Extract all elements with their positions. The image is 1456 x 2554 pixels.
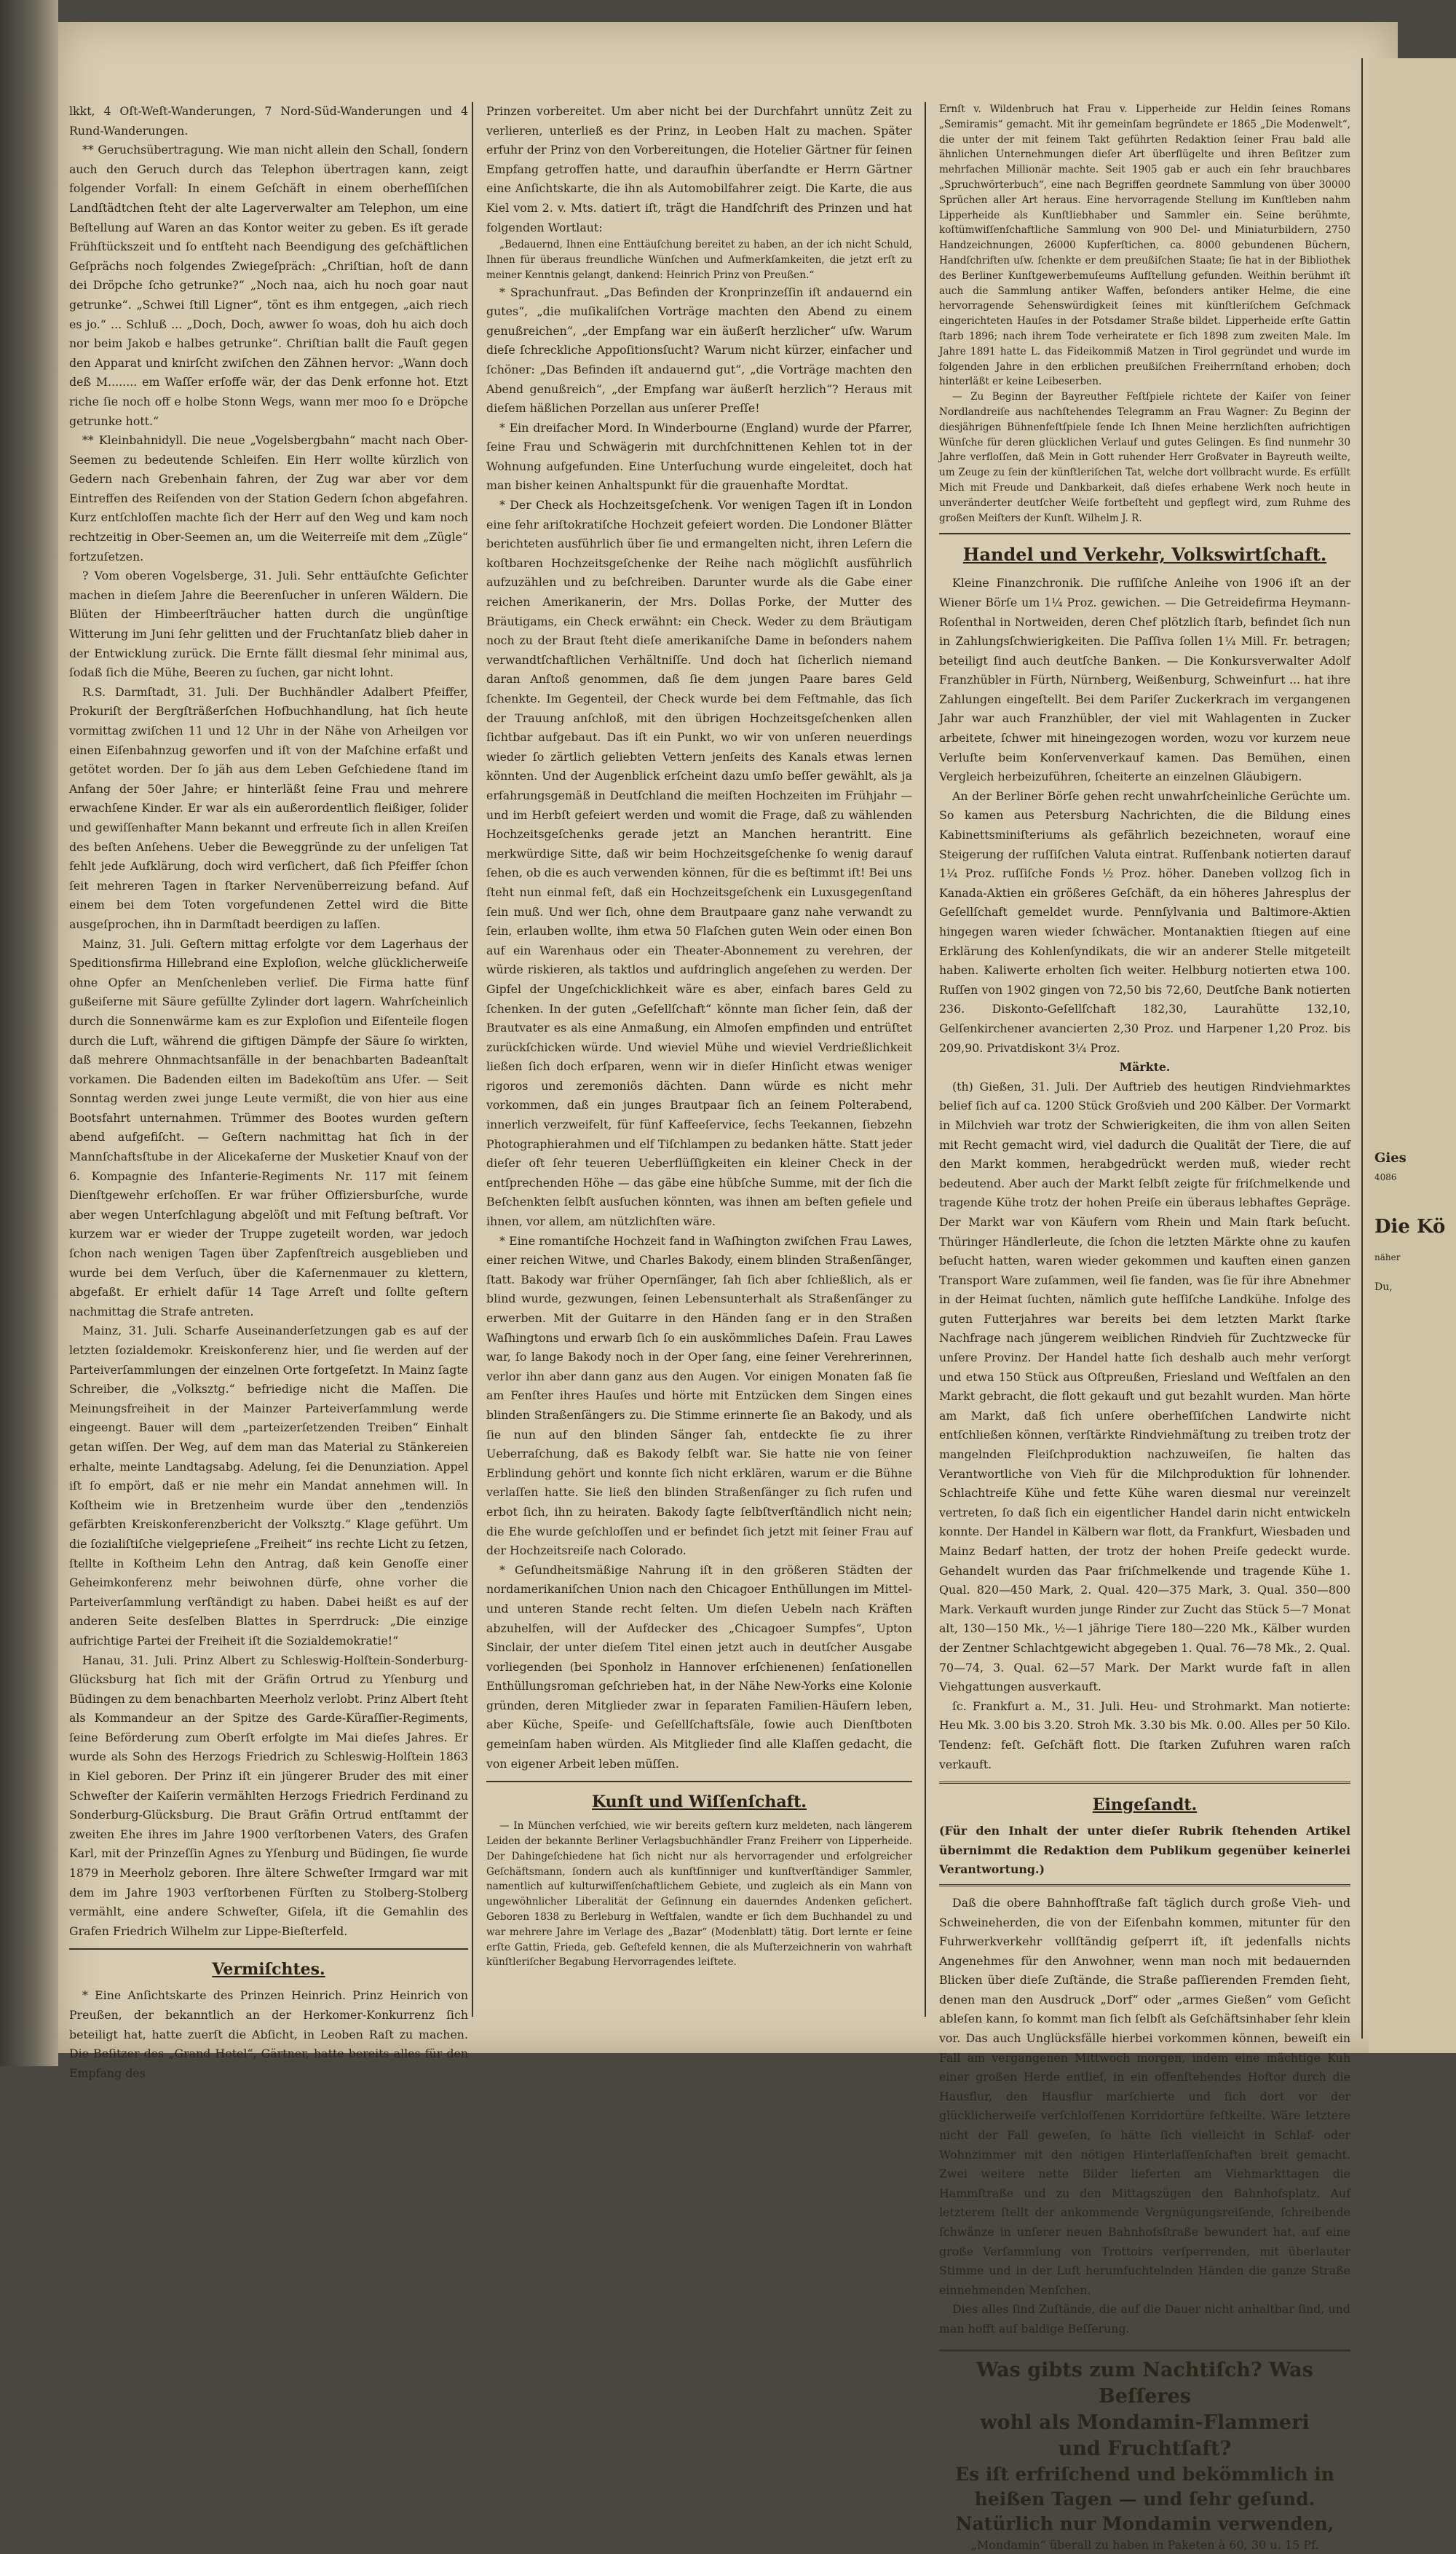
article-paragraph: * Geſundheitsmäßige Nahrung iſt in den größeren Städten der nordamerikaniſchen Union nach den Chicagoer Enthüllungen im Mittel- und unteren Stande recht ſelten. Um dieſen Uebeln nach Kräften abzuhelfen, will der Aufdecker des „Chicagoer Sumpfes“, Upton Sinclair, der unter dieſem Titel einen jetzt auch in deutſcher Ausgabe vorliegenden (bei Sponholz in Hannover erſchienenen) ſenſationellen Enthüllungsroman geſchrieben hat, in der Nähe New-Yorks eine Kolonie gründen, deren Mitglieder zwar in ſeparaten Familien-Häuſern leben, aber Küche, Speiſe- und Geſellſchaftsſäle, ſowie auch Dienſtboten gemeinſam haben würden. Als Mitglieder ſind alle Klaſſen gedacht, die von eigener Arbeit leben müſſen. — [486, 1562, 912, 1771]
section-heading-kunst: Kunſt und Wiſſenſchaft. — [592, 1792, 807, 1812]
article-paragraph: R.S. Darmſtadt, 31. Juli. Der Buchhändler Adalbert Pfeiffer, Prokuriſt der Bergſträßerſchen Hofbuchhandlung, hat ſich heute vormittag zwiſchen 11 und 12 Uhr in der Nähe von Arheilgen vor einen Eiſenbahnzug geworfen und iſt von der Maſchine erfaßt und getötet worden. Der ſo jäh aus dem Leben Geſchiedene ſtand im Anfang der 50er Jahre; er hinterläßt ſeine Frau und mehrere erwachſene Kinder. Er war als ein außerordentlich fleißiger, ſolider und gewiſſenhafter Mann bekannt und erfreute ſich in allen Kreiſen des beſten Anſehens. Ueber die Beweggründe zu der unſeligen Tat fehlt jede Aufklärung, doch wird verſichert, daß ſich Pfeiffer ſchon ſeit mehreren Tagen in ſtarker Nervenüberreizung befand. Auf einem bei dem Toten vorgefundenen Zettel wird die Bitte ausgeſprochen, ihn in Darmſtadt beerdigen zu laſſen. — [69, 684, 468, 931]
article-paragraph: lkkt, 4 Oſt-Weſt-Wanderungen, 7 Nord-Süd-Wanderungen und 4 Rund-Wanderungen. — [69, 104, 468, 138]
ad-line: wohl als Mondamin-Flammeri — [980, 2411, 1310, 2434]
ad-line: und Fruchtſaft? — [1058, 2437, 1232, 2460]
adjacent-page-strip — [1369, 58, 1456, 2053]
section-heading-eingesandt: Eingeſandt. — [1092, 1795, 1198, 1815]
article-paragraph: Mainz, 31. Juli. Geſtern mittag erfolgte vor dem Lagerhaus der Speditionsfirma Hillebrand eine Exploſion, welche glücklicherweiſe ohne Opfer an Menſchenleben verlief. Die Firma hatte fünf gußeiſerne mit Säure gefüllte Zylinder dort lagern. Wahrſcheinlich durch die Sonnenwärme kam es zur Exploſion und Eiſenteile flogen durch die Luft, während die giftigen Dämpfe der Säure ſo wirkten, daß mehrere Ohnmachtsanfälle in der benachbarten Badeanſtalt vorkamen. Die Badenden eilten im Badekoſtüm ans Ufer. — Seit Sonntag werden zwei junge Leute vermißt, die von hier aus eine Bootsfahrt unternahmen. Trümmer des Bootes wurden geſtern abend aufgefiſcht. — Geſtern nachmittag hat ſich in der Mannſchaftsſtube in der Alicekaſerne der Musketier Knauf von der 6. Kompagnie des Infanterie-Regiments Nr. 117 mit ſeinem Dienſtgewehr erſchoſſen. Er war früher Offiziersburſche, wurde aber wegen Unterſchlagung abgelöſt und mit Feſtung beſtraft. Vor kurzem war er wieder der Truppe zugeteilt worden, war jedoch ſchon nach wenigen Tagen über Zapfenſtreich ausgeblieben und wurde bei dem Verſuch, über die Kaſernenmauer zu klettern, abgefaßt. Er erhielt dafür 14 Tage Arreſt und ſollte geſtern nachmittag die Strafe antreten. — [69, 936, 468, 1318]
column-rule-1 — [472, 102, 473, 2017]
market-heading: Märkte. — [1119, 1060, 1171, 1075]
eingesandt-box — [939, 1782, 1350, 1886]
article-paragraph: ſc. Frankfurt a. M., 31. Juli. Heu- und Strohmarkt. Man notierte: Heu Mk. 3.00 bis 3.20. Stroh Mk. 3.30 bis Mk. 0.00. Alles per 50 Kilo. Tendenz: feſt. Geſchäft flott. Die ſtarken Zufuhren waren raſch verkauft. — [939, 1699, 1350, 1771]
article-paragraph: Daß die obere Bahnhofſtraße faſt täglich durch große Vieh- und Schweineherden, die von der Eiſenbahn kommen, mitunter für den Fuhrwerkverkehr vollſtändig geſperrt iſt, iſt jedenfalls nichts Angenehmes für den Anwohner, wenn man noch mit bedauernden Blicken über dieſe Zuſtände, die Straße paſſierenden Fremden ſieht, denen man den Ausdruck „Dorf“ oder „armes Gießen“ vom Geſicht ableſen kann, ſo kommt man ſich ſelbſt als Geſchäftsinhaber ſehr klein vor. Das auch Unglücksfälle hierbei vorkommen können, beweiſt ein Fall am vergangenen Mittwoch morgen, indem eine mächtige Kuh einer großen Herde entlief, in ein offenſtehendes Hoftor durch die Hausflur, den Hausflur marſchierte und ſich dort vor der glücklicherweiſe verſchloſſenen Korridortüre feſtkeilte. Wäre letztere nicht der Fall geweſen, ſo hätte ſich vielleicht in Schlaf- oder Wohnzimmer mit den nötigen Hinterlaſſenſchaften breit gemacht. Zwei weitere nette Bilder lieferten am Viehmarkttagen die Hammſtraße und zu den Mittagszügen den Bahnhofsplatz. Auf letzterem ſtellt der ankommende Vergnügungsreiſende, ſchreibende ſchwänze in unſerer neuen Bahnhofsſtraße bewundert hat, auf eine große Verſammlung von Trottoirs verſperrenden, mit überlauter Stimme und in der Luft herumfuchtelnden Händen die ganze Straße einnehmenden Menſchen. — [939, 1895, 1350, 2297]
article-paragraph: Prinzen vorbereitet. Um aber nicht bei der Durchfahrt unnütz Zeit zu verlieren, unterließ es der Prinz, in Leoben Halt zu machen. Später erfuhr der Prinz von den Vorbereitungen, die Hotelier Gärtner für ſeinen Empfang getroffen hatte, und daraufhin überſandte er Herrn Gärtner eine Anſichtskarte, die ihn als Automobilfahrer zeigt. Die Karte, die aus Kiel vom 2. v. Mts. datiert iſt, trägt die Handſchrift des Prinzen und hat folgenden Wortlaut: — [486, 104, 912, 234]
article-paragraph: — In München verſchied, wie wir bereits geſtern kurz meldeten, nach längerem Leiden der bekannte Berliner Verlagsbuchhändler Franz Freiherr von Lipperheide. Der Dahingeſchiedene hat ſich nicht nur als hervorragender und erfolgreicher Geſchäftsmann, ſondern auch als kunſtſinniger und kunſtverſtändiger Sammler, namentlich auf kulturwiſſenſchaftlichem Gebiete, und zugleich als ein Mann von ungewöhnlicher Liberalität der Geſinnung ein dauerndes Andenken geſichert. Geboren 1838 zu Berleburg in Weſtfalen, wandte er ſich dem Buchhandel zu und war mehrere Jahre im Verlage des „Bazar“ (Modenblatt) tätig. Dort lernte er ſeine erſte Gattin, Frieda, geb. Geſtefeld kennen, die als Muſterzeichnerin von wahrhaft künſtleriſcher Begabung Hervorragendes leiſtete. — [486, 1820, 912, 1969]
quoted-postcard-text: „Bedauernd, Ihnen eine Enttäuſchung bereitet zu haben, an der ich nicht Schuld, Ihnen für überaus freundliche Wünſchen und Aufmerkſamkeiten, die jetzt erſt zu meiner Kenntnis gelangt, dankend: Heinrich Prinz von Preußen.“ — [486, 239, 912, 281]
ad-line: heißen Tagen — und ſehr geſund. — [974, 2488, 1315, 2510]
article-paragraph: * Sprachunfraut. „Das Befinden der Kronprinzeſſin iſt andauernd ein gutes“, „die muſikaliſchen Vorträge machten den Abend zu einem genußreichen“, „der Empfang war ein äußerſt herzlicher“ uſw. Warum dieſe ſchreckliche Appoſitionsſucht? Warum nicht kürzer, einfacher und ſchöner: „Das Befinden iſt andauernd gut“, „die Vorträge machten den Abend genußreich“, „der Empfang war äußerſt herzlich“? Heraus mit dieſem häßlichen Porzellan aus unſerer Preſſe! — [486, 285, 912, 416]
section-heading-handel: Handel und Verkehr, Volkswirtſchaft. — [962, 544, 1327, 566]
ad-line: Was gibts zum Nachtiſch? Was Beſſeres — [976, 2358, 1313, 2408]
adjacent-fragment: 4086 — [1374, 1172, 1397, 1182]
article-paragraph: (th) Gießen, 31. Juli. Der Auftrieb des heutigen Rindviehmarktes belief ſich auf ca. 1200 Stück Großvieh und 200 Kälber. Der Vormarkt in Milchvieh war trotz der Schwierigkeiten, die ihm von allen Seiten mit Recht gemacht wird, viel dadurch die Qualität der Tiere, die auf den Markt kommen, herabgedrückt werden muß, wieder recht bedeutend. Aber auch der Markt ſelbſt zeigte für friſchmelkende und tragende Kühe trotz der hohen Preiſe ein überaus lebhaftes Gepräge. Der Markt war von Käufern vom Rhein und Main ſtark beſucht. Thüringer Händlerleute, die ſchon die letzten Märkte ohne zu kaufen beſucht hatten, waren wieder gekommen und kauften einen ganzen Transport Ware zuſammen, weil ſie fanden, was ſie für ihre Abnehmer in der Heimat ſuchten, nämlich gute heſſiſche Landkühe. Infolge des guten Futterjahres war bereits bei dem letzten Markt ſtarke Nachfrage nach jüngerem weiblichen Rindvieh für Zuchtzwecke für unſere Provinz. Der Handel hatte ſich deshalb auch mehr verſorgt und etwa 150 Stück aus Oſtpreußen, Friesland und Weſtfalen an den Markt gebracht, die flott gekauft und gut bezahlt wurden. Man hörte am Markt, daß ſich unſere oberheſſiſchen Landwirte nicht entſchließen können, verſtärkte Rindviehmäſtung zu treiben trotz der mangelnden Fleiſchproduktion nachzuweiſen, ſie halten das Verantwortliche von Vieh für die Milchproduktion für lohnender. Schlachtreife Kühe und fette Kühe waren diesmal nur vereinzelt vertreten, ſo daß ſich ein eigentlicher Handel darin nicht entwickeln konnte. Der Handel in Kälbern war flott, da Frankfurt, Wiesbaden und Mainz Bedarf hatten, der trotz der hohen Preiſe gedeckt wurde. Gehandelt wurden das Paar friſchmelkende und tragende Kühe 1. Qual. 820—450 Mark, 2. Qual. 420—375 Mark, 3. Qual. 350—800 Mark. Verkauft wurden junge Rinder zur Zucht das Stück 5—7 Monat alt, 130—150 Mk., ½—1 jährige Tiere 180—220 Mk., Kälber wurden der Zentner Schlachtgewicht abgegeben 1. Qual. 76—78 Mk., 2. Qual. 70—74, 3. Qual. 62—57 Mark. Der Markt wurde faſt in allen Viehgattungen ausverkauft. — [939, 1079, 1350, 1694]
article-paragraph: * Ein dreifacher Mord. In Winderbourne (England) wurde der Pfarrer, ſeine Frau und Schwägerin mit durchſchnittenen Kehlen tot in der Wohnung aufgefunden. Eine Unterſuchung wurde eingeleitet, doch hat man bisher keinen Anhaltspunkt für die grauenhafte Mordtat. — [486, 420, 912, 493]
adjacent-fragment: Gies — [1374, 1150, 1406, 1166]
article-paragraph: Ernſt v. Wildenbruch hat Frau v. Lipperheide zur Heldin ſeines Romans „Semiramis“ gemacht. Mit ihr gemeinſam begründete er 1865 „Die Modenwelt“, die unter der mit feinem Takt geführten Redaktion ſeiner Frau bald alle ähnlichen Unternehmungen dieſer Art überflügelte und ihren Beſitzer zum mehrfachen Millionär machte. Seit 1905 gab er auch ein ſehr brauchbares „Spruchwörterbuch“, eine nach Begriffen geordnete Sammlung von über 30000 Sprüchen aller Art heraus. Eine hervorragende Stellung im Kunſtleben nahm Lipperheide als Kunſtliebhaber und Sammler ein. Seine berühmte, koſtümwiſſenſchaftliche Sammlung von 900 Del- und Miniaturbildern, 2750 Handzeichnungen, 26000 Kupferſtichen, ca. 8000 gebundenen Büchern, Handſchriften uſw. ſchenkte er dem preußiſchen Staate; ſie hat in der Bibliothek des Berliner Kunſtgewerbemuſeums Aufſtellung gefunden. Weithin berühmt iſt auch die Sammlung antiker Waffen, beſonders antiker Helme, die eine hervorragende Sehenswürdigkeit ſeines mit künſtleriſchem Geſchmack eingerichteten Hauſes in der Potsdamer Straße bildet. Lipperheide erſte Gattin ſtarb 1896; nach ihrem Tode verheiratete er ſich 1898 zum zweiten Male. Im Jahre 1891 hatte L. das Fideikommiß Matzen in Tirol gegründet und wurde im folgenden Jahre in den erblichen preußiſchen Freiherrnſtand erhoben; doch hinterläßt er keine Leibeserben. — [939, 103, 1350, 388]
article-paragraph: Mainz, 31. Juli. Scharfe Auseinanderſetzungen gab es auf der letzten ſozialdemokr. Kreiskonferenz hier, und ſie werden auf der Parteiverſammlungen der einzelnen Orte fortgeſetzt. In Mainz ſagte Schreiber, die „Volksztg.“ befriedige nicht die Maſſen. Die Meinungsfreiheit in der Mainzer Parteiverſammlung werde eingeengt. Bauer will dem „parteizerſetzenden Treiben“ Einhalt getan wiſſen. Der Weg, auf dem man das Material zu Stänkereien erhalte, meinte Landtagsabg. Adelung, ſei die Denunziation. Appel iſt ſo empört, daß er nie mehr ein Mandat annehmen will. In Koſtheim wie in Bretzenheim wurde über den „tendenziös gefärbten Kreiskonferenzbericht der Volksztg.“ Klage geführt. Um die ſozialiſtiſche vielgeprieſene „Freiheit“ ins rechte Licht zu ſetzen, ſtellte in Koſtheim Lehn den Antrag, daß kein Genoſſe einer Geheimkonferenz mehr beiwohnen dürfe, ohne vorher die Parteiverſammlung verſtändigt zu haben. Dabei heißt es auf der anderen Seite desſelben Blattes in Sperrdruck: „Die einzige aufrichtige Partei der Freiheit iſt die Sozialdemokratie!“ — [69, 1324, 468, 1648]
article-paragraph: * Eine romantiſche Hochzeit fand in Waſhington zwiſchen Frau Lawes, einer reichen Witwe, und Charles Bakody, einem blinden Straßenſänger, ſtatt. Bakody war früher Opernſänger, ſah ſich aber ſchließlich, als er blind wurde, gezwungen, ſeinen Lebensunterhalt als Straßenſänger zu erwerben. Mit der Guitarre in den Händen ſang er in den Straßen Waſhingtons und erwarb ſich ſo ein auskömmliches Daſein. Frau Lawes war, ſo lange Bakody noch in der Oper ſang, eine ſeiner Verehrerinnen, verlor ihn aber dann ganz aus den Augen. Vor einigen Monaten ſaß ſie am Fenſter ihres Hauſes und hörte mit Entzücken dem Singen eines blinden Straßenſängers zu. Die Stimme erinnerte ſie an Bakody, und als ſie nun auf den blinden Sänger ſah, entdeckte ſie zu ihrer Ueberraſchung, daß es Bakody ſelbſt war. Sie hatte nie von ſeiner Erblindung gehört und konnte ſich nicht erklären, warum er die Bühne verlaſſen hatte. Sie ließ den blinden Straßenſänger zu ſich rufen und erbot ſich, ihn zu heiraten. Bakody ſagte ſelbſtverſtändlich nicht nein; die Ehe wurde geſchloſſen und er befindet ſich jetzt mit ſeiner Frau auf der Hochzeitsreiſe nach Colorado. — [486, 1233, 912, 1558]
ad-line: Natürlich nur Mondamin verwenden, — [955, 2513, 1334, 2534]
column-2 — [486, 102, 912, 2024]
ad-line: Es iſt erfriſchend und bekömmlich in — [955, 2463, 1334, 2485]
adjacent-fragment: Die Kö — [1374, 1216, 1446, 1238]
adjacent-fragment: Du, — [1374, 1281, 1393, 1293]
article-paragraph: — Zu Beginn der Bayreuther Feſtſpiele richtete der Kaiſer von ſeiner Nordlandreiſe aus nachſtehendes Telegramm an Frau Wagner: Zu Beginn der diesjährigen Bühnenfeſtſpiele ſende Ich Ihnen Meine herzlichſten aufrichtigen Wünſche für deren glücklichen Verlauf und gutes Gelingen. Es ſind nunmehr 30 Jahre verfloſſen, daß Mein in Gott ruhender Herr Großvater in Bayreuth weilte, um Zeuge zu ſein der künſtleriſchen Tat, welche dort vollbracht wurde. Es erfüllt Mich mit Freude und Dankbarkeit, daß dieſes erhabene Werk noch heute in unveränderter deutſcher Weiſe fortbeſteht und gepflegt wird, zum Ruhme des großen Meiſters der Kunſt. Wilhelm J. R. — [939, 391, 1350, 524]
article-paragraph: An der Berliner Börſe gehen recht unwahrſcheinliche Gerüchte um. So kamen aus Petersburg Nachrichten, die die Bildung eines Kabinettsminiſteriums als gefährlich bezeichneten, worauf eine Steigerung der ruſſiſchen Valuta eintrat. Ruſſenbank notierten darauf 1¼ Proz. ruſſiſche Fonds ½ Proz. höher. Daneben vollzog ſich in Kanada-Aktien ein größeres Geſchäft, da ein höheres Jahresplus der Geſellſchaft gemeldet wurde. Pennſylvania und Baltimore-Aktien hingegen waren wieder ſchwächer. Montanaktien ſtiegen auf eine Erklärung des Kohlenſyndikats, die wir an anderer Stelle mitgeteilt haben. Kaliwerte erholten ſich weiter. Helbburg notierten etwa 100. Ruſſen von 1902 gingen von 72,50 bis 72,60, Deutſche Bank notierten 236. Diskonto-Geſellſchaft 182,30, Laurahütte 132,10, Gelſenkirchener avancierten 2,30 Proz. und Harpener 1,20 Proz. bis 209,90. Privatdiskont 3¼ Proz. — [939, 788, 1350, 1055]
article-paragraph: ** Geruchsübertragung. Wie man nicht allein den Schall, ſondern auch den Geruch durch das Telephon übertragen kann, zeigt folgender Vorfall: In einem Geſchäft in einem oberheſſiſchen Landſtädtchen ſteht der alte Lagerverwalter am Telephon, um eine Beſtellung auf Waren an das Kontor weiter zu geben. Es iſt gerade Frühſtückszeit und ſo entſteht nach Beendigung des geſchäftlichen Geſprächs noch folgendes Zwiegeſpräch: „Chriſtian, hoſt de dann dei Dröpche ſcho getrunke?“ „Noch naa, aich hu noch goar naut getrunke“. „Schwei ſtill Ligner“, tönt es ihm entgegen, „aich riech es jo.“ ... Schluß ... „Doch, Doch, awwer ſo woas, doh hu aich doch nor beim Jakob e halbes getrunke“. Chriſtian ballt die Fauſt gegen den Apparat und knirſcht zwiſchen den Zähnen hervor: „Wann doch deß M........ em Waſſer erſoffe wär, der das Denk erfonne hot. Etzt riche ſie noch off e holbe Stonn Wegs, wann mer moo ſo e Dröpche getrunke hott.“ — [69, 143, 468, 428]
article-paragraph: ? Vom oberen Vogelsberge, 31. Juli. Sehr enttäuſchte Geſichter machen in dieſem Jahre die Beerenſucher in unſeren Wäldern. Die Blüten der Himbeerſträucher hatten durch die ungünſtige Witterung im Juni ſehr gelitten und der Fruchtanſatz blieb daher in der Entwicklung zurück. Die Ernte fällt diesmal ſehr minimal aus, ſodaß ſich die Mühe, Beeren zu ſuchen, gar nicht lohnt. — [69, 569, 468, 680]
article-paragraph: Kleine Finanzchronik. Die ruſſiſche Anleihe von 1906 iſt an der Wiener Börſe um 1¼ Proz. gewichen. — Die Getreidefirma Heymann-Roſenthal in Nortweiden, deren Chef plötzlich ſtarb, befindet ſich nun in Zahlungsſchwierigkeiten. Die Paſſiva ſollen 1¼ Mill. Fr. betragen; beteiligt ſind auch deutſche Banken. — Die Konkursverwalter Adolf Franzhübler in Fürth, Nürnberg, Weißenburg, Schweinfurt ... hat ihre Zahlungen eingeſtellt. Bei dem Pariſer Zuckerkrach im vergangenen Jahr war auch Franzhübler, der viel mit Wahlagenten in Zucker arbeitete, ſchwer mit hineingezogen worden, wozu vor kurzem neue Verluſte beim Konſervenverkauf kamen. Das Bemühen, einen Vergleich herbeizuführen, ſcheiterte an einzelnen Gläubigern. — [939, 576, 1350, 784]
book-binding-edge — [0, 0, 58, 2066]
article-paragraph: ** Kleinbahnidyll. Die neue „Vogelsbergbahn“ macht nach Ober-Seemen zu bedeutende Schleifen. Ein Herr wollte kürzlich von Gedern nach Grebenhain fahren, der Zug war aber vor dem Eintreffen des Reiſenden von der Station Gedern ſchon abgefahren. Kurz entſchloſſen machte ſich der Herr auf den Weg und kam noch rechtzeitig in Ober-Seemen an, um die Weiterreiſe mit dem „Zügle“ fortzuſetzen. — [69, 433, 468, 564]
column-1 — [69, 102, 468, 2080]
column-3 — [939, 102, 1350, 2552]
section-divider — [69, 1948, 468, 1950]
ad-line: „Mondamin“ überall zu haben in Paketen à 60, 30 u. 15 Pf. — [970, 2537, 1319, 2552]
column-rule-2 — [925, 102, 926, 2017]
mondamin-advertisement — [939, 2349, 1350, 2554]
article-paragraph: * Der Check als Hochzeitsgeſchenk. Vor wenigen Tagen iſt in London eine ſehr ariſtokratiſche Hochzeit gefeiert worden. Die Londoner Blätter berichteten ausführlich über ſie und ermangelten nicht, ihren Leſern die koſtbaren Hochzeitsgeſchenke der Reihe nach möglichſt ausführlich aufzuzählen und zu beſchreiben. Darunter wurde als die Gabe einer reichen Amerikanerin, der Mrs. Dollas Porke, der Mutter des Bräutigams, ein Check erwähnt: ein Check. Weder zu dem Bräutigam noch zu der Braut ſteht dieſe amerikaniſche Dame in beſonders nahem verwandtſchaftlichen Verhältniſſe. Und doch hat ſicherlich niemand daran Anſtoß genommen, daß ſie dem jungen Paare bares Geld ſchenkte. Im Gegenteil, der Check wurde bei dem Feſtmahle, das ſich der Trauung anſchloß, mit den übrigen Hochzeitsgeſchenken allen ſichtbar aufgebaut. Das iſt ein Punkt, wo wir von unſeren neuerdings wieder ſo zärtlich geliebten Vettern jenſeits des Kanals etwas lernen könnten. Und der Augenblick erſcheint dazu umſo beſſer gewählt, als ja erfahrungsgemäß in Deutſchland die meiſten Hochzeiten im Frühjahr — und im Herbſt gefeiert werden und womit die Frage, daß zu wählenden Hochzeitsgeſchenks gerade jetzt an Manchen herantritt. Eine merkwürdige Sitte, daß wir beim Hochzeitsgeſchenke ſo wenig darauf ſehen, ob die es auch verwenden können, für die es beſtimmt iſt! Bei uns ſteht nun einmal feſt, daß ein Hochzeitsgeſchenk ein Luxusgegenſtand ſein muß. Und wer ſich, ohne dem Brautpaare ganz nahe verwandt zu ſein, erlauben wollte, ihm etwa 50 Flaſchen guten Wein oder einen Bon auf ein Warenhaus oder ein Theater-Abonnement zu verehren, der würde riskieren, als taktlos und aufdringlich angeſehen zu werden. Der Gipfel der Ungeſchicklichkeit wäre es aber, einfach bares Geld zu ſchenken. In der guten „Geſellſchaft“ könnte man ſicher ſein, daß der Brautvater es als eine Anmaßung, ein Almoſen empfinden und entrüſtet zurückſchicken würde. Und wieviel Mühe und wieviel Verdrießlichkeit ließen ſich doch erſparen, wenn wir in dieſer Hinſicht etwas weniger rigoros und zeremoniös dächten. Dann würde es nicht mehr vorkommen, daß ein junges Brautpaar ſich an ſeinem Polterabend, innerlich verzweifelt, für fünf Kaffeeſervice, ſechs Teekannen, ſiebzehn Photographierahmen und elf Tiſchlampen zu bedanken hätte. Statt jeder dieſer oft ſehr teueren Ueberflüſſigkeiten ein kleiner Check in der entſprechenden Höhe — das gäbe eine hübſche Summe, mit der ſich die Beſchenkten ſelbſt ausſuchen könnten, was ihnen am beſten gefiele und ihnen, vor allem, am nützlichſten wäre. — [486, 498, 912, 1229]
disclaimer: (Für den Inhalt der unter dieſer Rubrik ſtehenden Artikel übernimmt die Redaktion dem Publikum gegenüber keinerlei Verantwortung.) — [939, 1824, 1350, 1877]
article-paragraph: Dies alles ſind Zuſtände, die auf die Dauer nicht anhaltbar ſind, und man hofft auf baldige Beſſerung. — [939, 2302, 1350, 2336]
section-divider — [939, 533, 1350, 534]
section-divider — [486, 1781, 912, 1782]
page-right-rule — [1361, 58, 1363, 2039]
article-paragraph: * Eine Anſichtskarte des Prinzen Heinrich. Prinz Heinrich von Preußen, der bekanntlich an der Herkomer-Konkurrenz ſich beteiligt hat, hatte zuerſt die Abſicht, in Leoben Raſt zu machen. Die Beſitzer des „Grand Hotel“, Gärtner, hatte bereits alles für den Empfang des — [69, 1988, 468, 2080]
article-paragraph: Hanau, 31. Juli. Prinz Albert zu Schleswig-Holſtein-Sonderburg-Glücksburg hat ſich mit der Gräfin Ortrud zu Yſenburg und Büdingen zu dem benachbarten Meerholz verlobt. Prinz Albert ſteht als Kommandeur an der Spitze des Garde-Küraſſier-Regiments, ſeine Beförderung zum Oberſt erfolgte im Mai dieſes Jahres. Er wurde als Sohn des Herzogs Friedrich zu Schleswig-Holſtein 1863 in Kiel geboren. Der Prinz iſt ein jüngerer Bruder des mit einer Schweſter der Kaiſerin vermählten Herzogs Friedrich Ferdinand zu Sonderburg-Glücksburg. Die Braut Gräfin Ortrud entſtammt der zweiten Ehe ihres im Jahre 1900 verſtorbenen Vaters, des Grafen Karl, mit der Prinzeſſin Agnes zu Yſenburg und Büdingen, ſie wurde 1879 in Meerholz geboren. Ihre ältere Schweſter Irmgard war mit dem im Jahre 1903 verſtorbenen Fürſten zu Stolberg-Stolberg vermählt, eine andere Schweſter, Giſela, iſt die Gemahlin des Grafen Friedrich Wilhelm zur Lippe-Bieſterfeld. — [69, 1653, 468, 1938]
section-heading-vermischtes: Vermiſchtes. — [212, 1960, 325, 1980]
adjacent-fragment: näher — [1374, 1252, 1401, 1262]
